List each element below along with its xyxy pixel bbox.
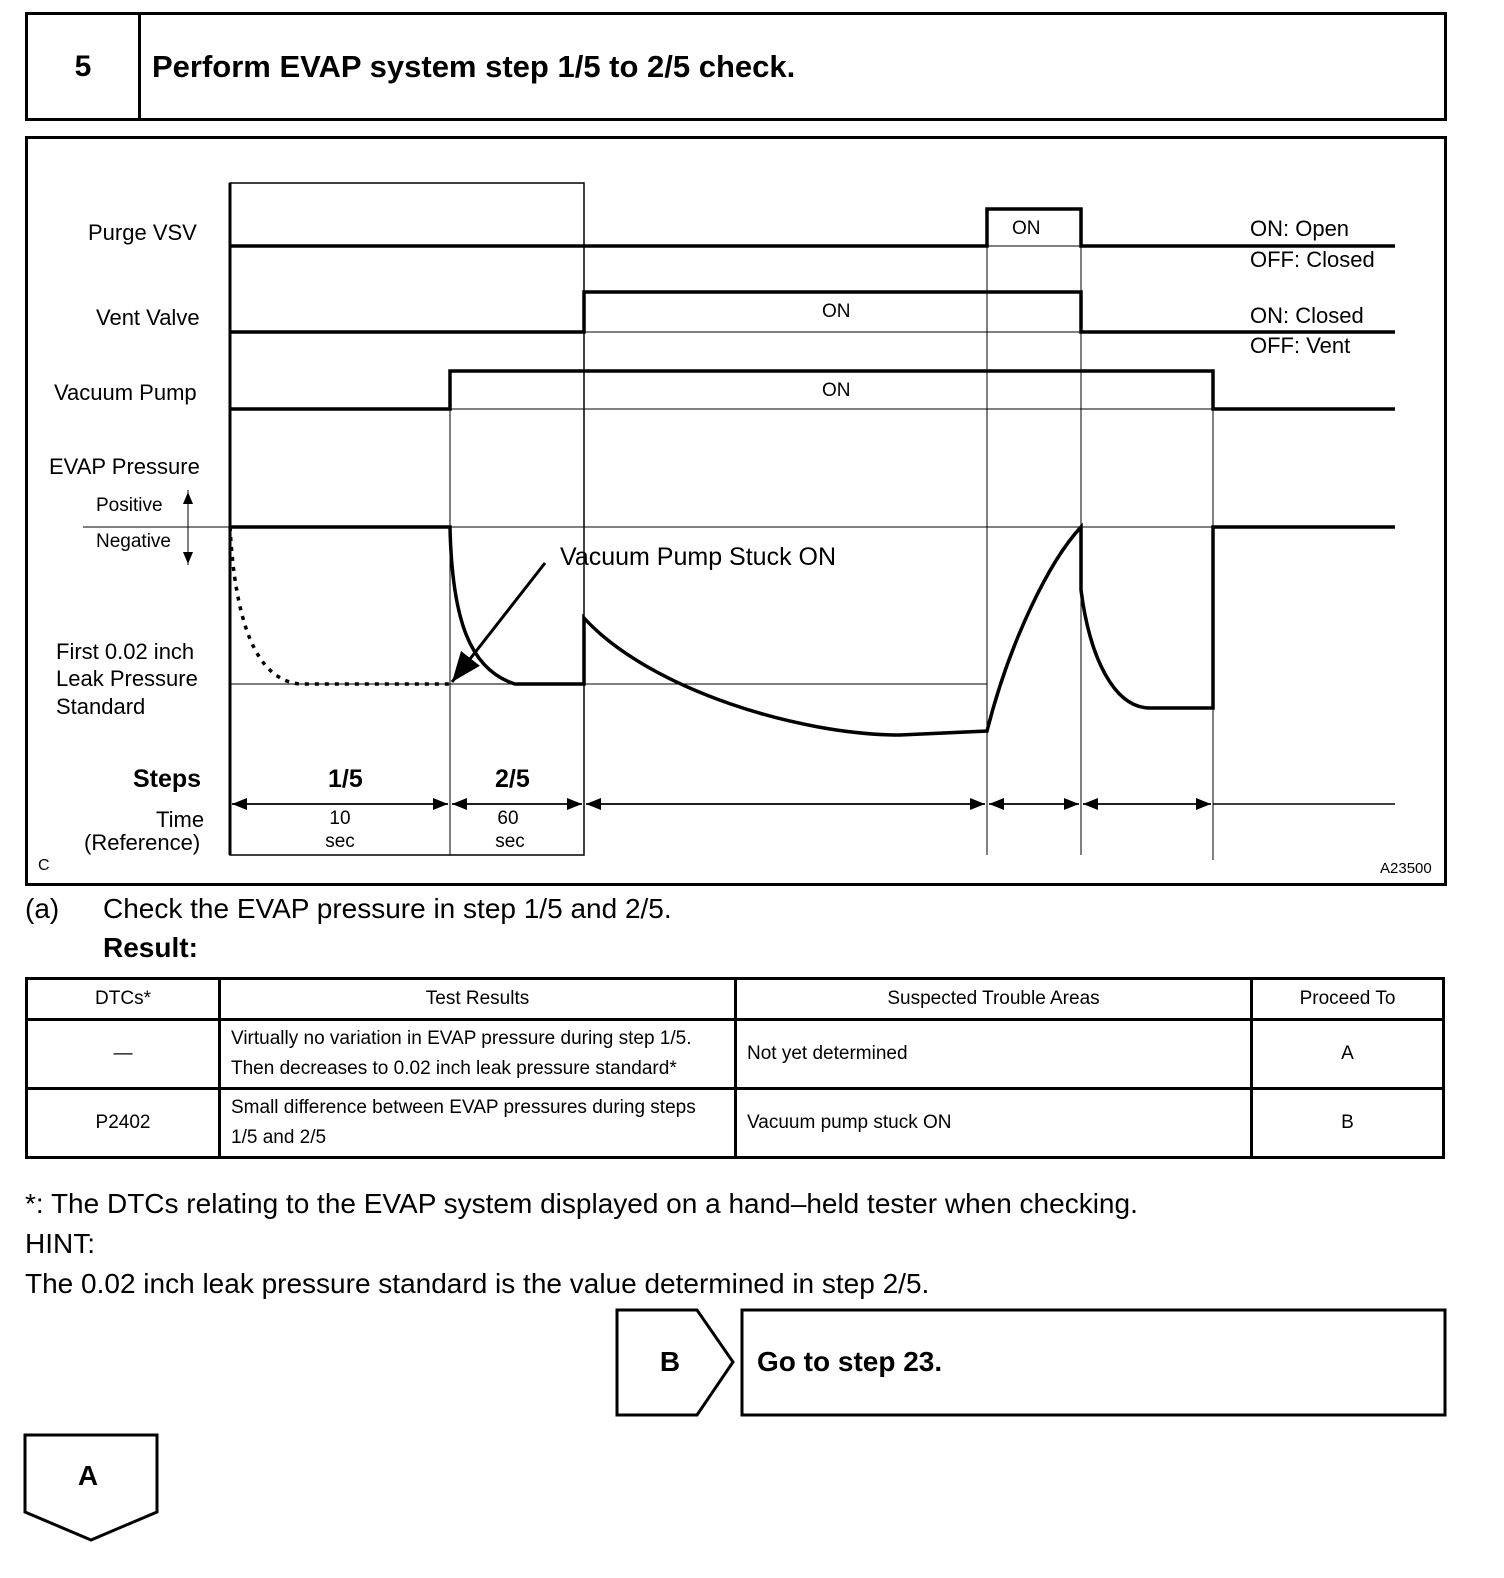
area-cell: Vacuum pump stuck ON: [736, 1089, 1252, 1158]
table-row: [27, 1020, 1444, 1089]
result-cell: Small difference between EVAP pressures during steps 1/5 and 2/5: [220, 1089, 736, 1158]
step-2-label: 2/5: [495, 765, 530, 793]
label-vent-valve: Vent Valve: [96, 305, 200, 330]
figure-id: A23500: [1380, 860, 1432, 877]
vacuum-pump-signal: [230, 371, 1395, 409]
proceed-cell: A: [1252, 1020, 1444, 1089]
corner-letter: C: [38, 857, 50, 874]
result-cell: Virtually no variation in EVAP pressure during step 1/5. Then decreases to 0.02 inch leak pressure standard*: [220, 1020, 736, 1089]
step-box: [230, 183, 584, 855]
vent-legend-on: ON: Closed: [1250, 303, 1364, 328]
time-1-value: 10: [329, 808, 351, 829]
table-header-row: [27, 979, 1444, 1020]
branch-a-label[interactable]: A: [77, 1460, 99, 1491]
evap-pressure-dotted: [230, 527, 450, 684]
pump-on-label: ON: [822, 380, 851, 401]
branch-b-action[interactable]: Go to step 23.: [757, 1346, 943, 1377]
hint-label: HINT:: [25, 1228, 95, 1259]
area-cell: Not yet determined: [736, 1020, 1252, 1089]
label-negative: Negative: [96, 531, 171, 552]
time-reference-label: (Reference): [84, 830, 201, 855]
step-number: 5: [28, 15, 141, 118]
purge-vsv-signal: [230, 209, 1395, 246]
dtc-cell: P2402: [27, 1089, 220, 1158]
header-trouble-areas: Suspected Trouble Areas: [736, 979, 1252, 1020]
time-1-unit: sec: [325, 831, 355, 852]
step-title: Perform EVAP system step 1/5 to 2/5 check.: [152, 48, 796, 84]
label-evap-pressure: EVAP Pressure: [49, 454, 200, 479]
time-2-unit: sec: [495, 831, 525, 852]
hint-text: The 0.02 inch leak pressure standard is the value determined in step 2/5.: [25, 1268, 930, 1299]
footnote: *: The DTCs relating to the EVAP system displayed on a hand–held tester when checking.: [25, 1188, 1138, 1219]
header-proceed-to: Proceed To: [1252, 979, 1444, 1020]
proceed-cell: B: [1252, 1089, 1444, 1158]
annotation-arrow: [452, 563, 545, 682]
steps-label: Steps: [133, 765, 202, 793]
label-leak-standard-3: Standard: [56, 694, 146, 719]
header-test-results: Test Results: [220, 979, 736, 1020]
time-2-value: 60: [497, 808, 519, 829]
vent-legend-off: OFF: Vent: [1250, 333, 1351, 358]
vent-valve-signal: [230, 292, 1395, 332]
label-positive: Positive: [96, 495, 163, 516]
result-table: [25, 977, 1445, 1159]
purge-legend-off: OFF: Closed: [1250, 247, 1375, 272]
label-purge-vsv: Purge VSV: [88, 220, 197, 245]
instruction-text: Check the EVAP pressure in step 1/5 and 2/5.: [103, 893, 672, 924]
purge-legend-on: ON: Open: [1250, 216, 1350, 241]
header-dtcs: DTCs*: [27, 979, 220, 1020]
branch-b-label[interactable]: B: [659, 1346, 681, 1377]
instruction-marker: (a): [25, 893, 60, 924]
result-label: Result:: [103, 932, 198, 963]
step-1-label: 1/5: [328, 765, 363, 793]
label-leak-standard-2: Leak Pressure: [56, 666, 198, 691]
vent-on-label: ON: [822, 301, 851, 322]
table-row: [27, 1089, 1444, 1158]
time-label: Time: [156, 807, 205, 832]
purge-on-label: ON: [1012, 218, 1041, 239]
label-leak-standard-1: First 0.02 inch: [56, 639, 195, 664]
dtc-cell: —: [27, 1020, 220, 1089]
label-vacuum-pump: Vacuum Pump: [54, 380, 197, 405]
annotation-stuck-on: Vacuum Pump Stuck ON: [560, 543, 837, 571]
